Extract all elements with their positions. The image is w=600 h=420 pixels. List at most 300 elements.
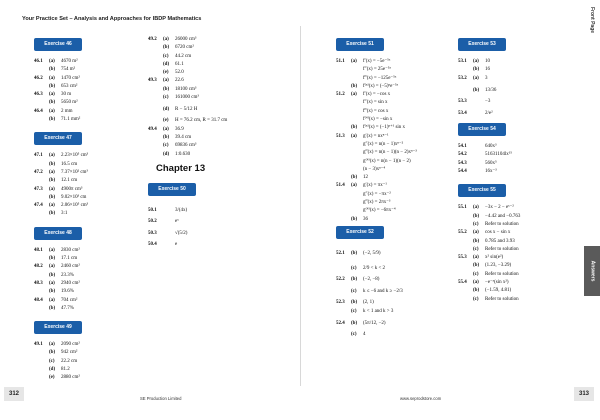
front-page-tab[interactable] bbox=[584, 0, 600, 40]
answer-row bbox=[34, 91, 144, 99]
answer-value: 2090 cm² bbox=[61, 342, 80, 348]
answer-row bbox=[34, 58, 144, 66]
answer-row bbox=[34, 99, 144, 107]
answer-row bbox=[34, 66, 144, 74]
question-number: 53.1 bbox=[458, 59, 467, 64]
question-number: 54.2 bbox=[458, 152, 467, 158]
answer-row bbox=[336, 108, 448, 116]
answer-value: f′(x) = −5e⁻⁵ˣ bbox=[363, 59, 391, 64]
answer-column-2 bbox=[148, 36, 260, 249]
part-label: (b) bbox=[351, 175, 358, 181]
answer-value: 16x⁻³ bbox=[485, 169, 497, 175]
answer-value: 61.1 bbox=[175, 61, 184, 67]
question-number: 51.2 bbox=[336, 92, 345, 98]
answer-value: k < 1 and k > 3 bbox=[363, 308, 394, 314]
question-number: 47.2 bbox=[34, 169, 43, 175]
answer-value: g⁽⁴⁾(x) = −6πx⁻⁴ bbox=[363, 208, 396, 214]
part-label: (b) bbox=[473, 288, 480, 294]
answer-column-1 bbox=[34, 36, 144, 383]
answer-row bbox=[34, 202, 144, 210]
exercise-heading: Exercise 52 bbox=[336, 226, 384, 239]
answer-row bbox=[336, 158, 448, 166]
question-number: 49.3 bbox=[148, 78, 157, 84]
part-label: (d) bbox=[163, 151, 170, 157]
answer-row bbox=[34, 272, 144, 280]
answer-value: 2/9 < k < 2 bbox=[363, 265, 386, 271]
part-label: (a) bbox=[49, 108, 55, 114]
answer-value: 44.2 cm bbox=[175, 53, 192, 59]
answer-row bbox=[458, 296, 570, 304]
exercise-heading: Exercise 46 bbox=[34, 38, 82, 51]
answer-row bbox=[148, 117, 260, 125]
answer-row bbox=[148, 218, 260, 226]
question-number: 53.4 bbox=[458, 111, 467, 117]
answer-row bbox=[336, 133, 448, 141]
answer-row bbox=[34, 288, 144, 296]
answer-value: −e⁻ˣ(sin x²) bbox=[485, 280, 509, 286]
answer-row bbox=[34, 305, 144, 313]
answer-row bbox=[34, 186, 144, 194]
question-number: 53.3 bbox=[458, 98, 467, 104]
part-label: (a) bbox=[49, 169, 55, 175]
answer-row bbox=[336, 216, 448, 224]
part-label: (a) bbox=[163, 126, 169, 132]
part-label: (b) bbox=[49, 211, 56, 217]
answer-row bbox=[336, 246, 448, 261]
answer-row bbox=[336, 91, 448, 99]
part-label: (c) bbox=[163, 53, 169, 59]
answer-value: 754 m² bbox=[61, 67, 76, 73]
answer-row bbox=[458, 229, 570, 237]
answer-value: (1.23, −3.29) bbox=[485, 263, 512, 269]
answer-value: 2940 cm² bbox=[61, 280, 80, 286]
exercise-heading: Exercise 48 bbox=[34, 227, 82, 240]
question-number: 55.4 bbox=[458, 280, 467, 286]
answer-value: 0.785 and 3.93 bbox=[485, 238, 515, 244]
part-label: (a) bbox=[49, 203, 55, 209]
answer-row bbox=[34, 83, 144, 91]
answer-row bbox=[458, 83, 570, 98]
answer-row bbox=[148, 44, 260, 52]
answer-value: 2.06×10⁵ cm³ bbox=[61, 203, 89, 209]
answer-value: cos x − sin x bbox=[485, 230, 511, 236]
part-label: (c) bbox=[351, 308, 357, 314]
question-number: 52.4 bbox=[336, 320, 345, 326]
answer-row bbox=[336, 174, 448, 182]
answer-row bbox=[458, 151, 570, 159]
part-label: (e) bbox=[163, 70, 169, 76]
answer-value: −3x − 2 − eˣ⁻² bbox=[485, 205, 514, 211]
answer-row bbox=[458, 160, 570, 168]
question-number: 52.2 bbox=[336, 276, 345, 282]
answer-value: 1470 cm² bbox=[61, 75, 80, 81]
answer-row bbox=[336, 316, 448, 331]
answer-value: 13/36 bbox=[485, 87, 497, 93]
part-label: (b) bbox=[49, 178, 56, 184]
answer-row bbox=[148, 203, 260, 218]
answer-value: 2830 cm² bbox=[61, 247, 80, 253]
answer-row bbox=[148, 142, 260, 150]
answer-value: g‴(x) = n(n − 1)(n − 2)xⁿ⁻³ bbox=[363, 150, 417, 156]
answer-value: 12 bbox=[363, 175, 368, 181]
part-label: (c) bbox=[49, 358, 55, 364]
answer-row bbox=[336, 124, 448, 132]
question-number: 46.2 bbox=[34, 75, 43, 81]
answer-row bbox=[458, 98, 570, 106]
answer-row bbox=[148, 226, 260, 241]
part-label: (a) bbox=[473, 75, 479, 81]
part-label: (a) bbox=[473, 205, 479, 211]
answer-value: 3 bbox=[485, 75, 488, 81]
exercise-heading: Exercise 54 bbox=[458, 123, 506, 136]
question-number: 46.1 bbox=[34, 59, 43, 64]
part-label: (a) bbox=[49, 280, 55, 286]
exercise-heading: Exercise 49 bbox=[34, 321, 82, 334]
part-label: (b) bbox=[351, 216, 358, 222]
answer-row bbox=[148, 134, 260, 142]
answer-value: 17.1 cm bbox=[61, 256, 78, 262]
part-label: (b) bbox=[163, 86, 170, 92]
left-page-number: 312 bbox=[4, 387, 24, 401]
question-number: 48.1 bbox=[34, 247, 43, 253]
question-number: 51.3 bbox=[336, 133, 345, 139]
answer-value: (5π/12, −2) bbox=[363, 320, 386, 326]
answer-row bbox=[148, 241, 260, 249]
answer-column-3 bbox=[336, 36, 448, 339]
answer-row bbox=[336, 75, 448, 83]
answer-value: 71.1 mm² bbox=[61, 117, 81, 123]
answer-value: f⁽ⁿ⁾(x) = (−5)ⁿe⁻⁵ˣ bbox=[363, 83, 399, 89]
answer-row bbox=[458, 106, 570, 121]
part-label: (c) bbox=[473, 221, 479, 227]
publisher-text: SE Production Limited bbox=[140, 396, 182, 401]
answer-row bbox=[34, 152, 144, 160]
answer-value: 2/e² bbox=[485, 111, 493, 117]
answer-row bbox=[34, 366, 144, 374]
part-label: (a) bbox=[49, 75, 55, 81]
part-label: (e) bbox=[49, 375, 55, 381]
question-number: 48.2 bbox=[34, 264, 43, 270]
part-label: (b) bbox=[473, 87, 480, 93]
answer-value: 81.2 bbox=[61, 367, 70, 373]
answers-tab[interactable] bbox=[584, 246, 600, 296]
answer-column-4 bbox=[458, 36, 570, 304]
answer-row bbox=[34, 341, 144, 349]
answer-row bbox=[336, 261, 448, 276]
answer-value: 18100 cm³ bbox=[175, 86, 197, 92]
part-label: (b) bbox=[49, 289, 56, 295]
answer-row bbox=[336, 182, 448, 190]
answer-value: 9.02×10³ cm bbox=[61, 194, 87, 200]
answer-value: 39.4 cm bbox=[175, 134, 192, 140]
answer-row bbox=[336, 207, 448, 215]
question-number: 51.4 bbox=[336, 183, 345, 189]
part-label: (a) bbox=[351, 183, 357, 189]
answer-row bbox=[458, 287, 570, 295]
answer-row bbox=[148, 86, 260, 94]
part-label: (a) bbox=[49, 59, 55, 64]
question-number: 47.3 bbox=[34, 186, 43, 192]
answer-value: g‴(x) = 2πx⁻³ bbox=[363, 200, 391, 206]
answer-row bbox=[148, 36, 260, 44]
answer-row bbox=[458, 279, 570, 287]
part-label: (a) bbox=[473, 280, 479, 286]
part-label: (b) bbox=[351, 300, 358, 306]
answer-row bbox=[458, 221, 570, 229]
answer-row bbox=[34, 358, 144, 366]
spacer bbox=[34, 124, 144, 130]
answer-value: 22.2 cm bbox=[61, 358, 78, 364]
answer-row bbox=[336, 99, 448, 107]
answer-value: (−1.59, 4.81) bbox=[485, 288, 512, 294]
part-label: (a) bbox=[473, 230, 479, 236]
part-label: (b) bbox=[49, 100, 56, 106]
question-number: 54.1 bbox=[458, 144, 467, 150]
answer-value: f′(x) = −cos x bbox=[363, 92, 391, 98]
part-label: (b) bbox=[473, 213, 480, 219]
answer-value: R − 5/12 H bbox=[175, 107, 198, 113]
answer-value: 161000 cm³ bbox=[175, 95, 199, 101]
answer-row bbox=[458, 238, 570, 246]
part-label: (d) bbox=[163, 107, 170, 113]
question-number: 52.3 bbox=[336, 300, 345, 306]
part-label: (b) bbox=[163, 45, 170, 51]
answer-value: 7.37×10² cm³ bbox=[61, 169, 88, 175]
part-label: (a) bbox=[351, 59, 357, 64]
part-label: (b) bbox=[49, 67, 56, 73]
question-number: 49.2 bbox=[148, 37, 157, 42]
answer-row bbox=[458, 262, 570, 270]
question-number: 55.3 bbox=[458, 255, 467, 261]
front-page-tab-label: Front Page bbox=[589, 6, 595, 34]
exercise-heading: Exercise 53 bbox=[458, 38, 506, 51]
question-number: 50.2 bbox=[148, 218, 157, 224]
answer-row bbox=[458, 246, 570, 254]
part-label: (b) bbox=[49, 305, 56, 311]
question-number: 50.1 bbox=[148, 207, 157, 213]
answer-value: 1:0.630 bbox=[175, 151, 191, 157]
part-label: (a) bbox=[163, 37, 169, 42]
answer-row bbox=[336, 83, 448, 91]
question-number: 53.2 bbox=[458, 75, 467, 81]
part-label: (a) bbox=[49, 92, 55, 98]
part-label: (c) bbox=[351, 331, 357, 337]
answer-row bbox=[148, 61, 260, 69]
answer-value: 653 cm² bbox=[61, 83, 78, 89]
answer-row bbox=[148, 102, 260, 117]
answer-value: 2.23×10⁵ cm³ bbox=[61, 153, 89, 159]
answer-value: 4900π cm³ bbox=[61, 186, 83, 192]
answer-row bbox=[148, 53, 260, 61]
answer-value: g′(x) = nxⁿ⁻¹ bbox=[363, 133, 389, 139]
question-number: 54.3 bbox=[458, 160, 467, 166]
answer-value: 23.3% bbox=[61, 272, 74, 278]
answer-value: 942 cm² bbox=[61, 350, 78, 356]
answer-row bbox=[34, 116, 144, 124]
answer-value: 22.6 bbox=[175, 78, 184, 84]
answer-value: Refer to solution bbox=[485, 271, 519, 277]
part-label: (a) bbox=[49, 297, 55, 303]
answer-value: 4670 m² bbox=[61, 59, 78, 64]
answer-value: 19.6% bbox=[61, 289, 74, 295]
spacer bbox=[34, 219, 144, 225]
part-label: (a) bbox=[49, 247, 55, 253]
question-number: 48.3 bbox=[34, 280, 43, 286]
question-number: 47.4 bbox=[34, 203, 43, 209]
part-label: (a) bbox=[351, 92, 357, 98]
question-number: 55.1 bbox=[458, 205, 467, 211]
answer-value: √(5/2) bbox=[175, 231, 188, 237]
question-number: 50.4 bbox=[148, 242, 157, 248]
exercise-heading: Exercise 55 bbox=[458, 184, 506, 197]
answer-value: 52.0 bbox=[175, 70, 184, 76]
answer-row bbox=[34, 161, 144, 169]
answer-row bbox=[34, 169, 144, 177]
question-number: 49.1 bbox=[34, 342, 43, 348]
answer-value: 16 bbox=[485, 67, 490, 73]
answer-row bbox=[336, 191, 448, 199]
spacer bbox=[34, 313, 144, 319]
part-label: (c) bbox=[163, 143, 169, 149]
answer-row bbox=[34, 210, 144, 218]
part-label: (b) bbox=[49, 194, 56, 200]
answer-value: 36 bbox=[363, 216, 368, 222]
answer-row bbox=[458, 254, 570, 262]
question-number: 49.4 bbox=[148, 126, 157, 132]
answer-row bbox=[336, 66, 448, 74]
answer-row bbox=[34, 280, 144, 288]
page-gutter bbox=[300, 26, 301, 386]
part-label: (b) bbox=[351, 83, 358, 89]
answer-row bbox=[34, 374, 144, 382]
part-label: (b) bbox=[49, 256, 56, 262]
answer-value: f‴(x) = −125e⁻⁵ˣ bbox=[363, 75, 397, 81]
question-number: 47.1 bbox=[34, 153, 43, 159]
answer-value: g″(x) = −πx⁻² bbox=[363, 191, 391, 197]
answer-row bbox=[336, 299, 448, 307]
answer-row bbox=[148, 69, 260, 77]
answer-row bbox=[148, 151, 260, 159]
question-number: 46.3 bbox=[34, 92, 43, 98]
answer-row bbox=[34, 297, 144, 305]
answer-row bbox=[458, 58, 570, 66]
answer-value: Refer to solution bbox=[485, 246, 519, 252]
answer-value: 30 m bbox=[61, 92, 72, 98]
answer-row bbox=[336, 276, 448, 284]
answer-value: 640x³ bbox=[485, 144, 497, 150]
part-label: (c) bbox=[473, 271, 479, 277]
answer-row bbox=[336, 284, 448, 299]
answer-value: (−2, 5/9) bbox=[363, 250, 381, 256]
answer-value: −3 bbox=[485, 98, 491, 104]
part-label: (b) bbox=[473, 263, 480, 269]
answer-value: x² sin(e²) bbox=[485, 255, 504, 261]
part-label: (c) bbox=[473, 246, 479, 252]
answer-value: −4.42 and −0.763 bbox=[485, 213, 521, 219]
question-number: 52.1 bbox=[336, 250, 345, 256]
answer-value: f⁽ⁿ⁾(x) = (−1)ⁿ⁺¹ sin x bbox=[363, 125, 406, 131]
spacer bbox=[458, 176, 570, 182]
answer-row bbox=[34, 247, 144, 255]
question-number: 55.2 bbox=[458, 230, 467, 236]
part-label: (e) bbox=[163, 118, 169, 124]
answer-row bbox=[34, 177, 144, 185]
part-label: (a) bbox=[351, 133, 357, 139]
answer-row bbox=[336, 149, 448, 157]
question-number: 46.4 bbox=[34, 108, 43, 114]
part-label: (b) bbox=[473, 67, 480, 73]
answer-value: 51631104lx¹⁵ bbox=[485, 152, 512, 158]
answer-value: 560x⁵ bbox=[485, 160, 497, 166]
question-number: 51.1 bbox=[336, 59, 345, 64]
answer-value: g″(x) = n(n − 1)xⁿ⁻² bbox=[363, 141, 404, 147]
part-label: (b) bbox=[49, 83, 56, 89]
answer-value: 10 bbox=[485, 59, 490, 64]
part-label: (b) bbox=[351, 250, 358, 256]
answer-row bbox=[336, 199, 448, 207]
part-label: (a) bbox=[49, 342, 55, 348]
answer-row bbox=[336, 331, 448, 339]
part-label: (a) bbox=[473, 255, 479, 261]
answer-row bbox=[34, 263, 144, 271]
answer-value: 2 mm bbox=[61, 108, 73, 114]
answer-row bbox=[458, 168, 570, 176]
answer-value: 6720 cm² bbox=[175, 45, 194, 51]
part-label: (a) bbox=[49, 186, 55, 192]
answer-value: 704 cm² bbox=[61, 297, 78, 303]
answer-value: 2460 cm² bbox=[61, 264, 80, 270]
part-label: (d) bbox=[163, 61, 170, 67]
part-label: (a) bbox=[49, 153, 55, 159]
answer-value: eˣ bbox=[175, 218, 179, 224]
answer-value: 3:1 bbox=[61, 211, 68, 217]
answer-value: 26000 cm³ bbox=[175, 37, 197, 42]
answer-value: 12.1 cm bbox=[61, 178, 78, 184]
part-label: (b) bbox=[473, 238, 480, 244]
answer-row bbox=[148, 77, 260, 85]
website-text: www.seprodstore.com bbox=[400, 396, 442, 401]
part-label: (d) bbox=[49, 367, 56, 373]
page-header-title: Your Practice Set – Analysis and Approaches for IBDP Mathematics bbox=[22, 16, 202, 22]
answer-value: e bbox=[175, 242, 178, 248]
part-label: (b) bbox=[49, 161, 56, 167]
answer-row bbox=[34, 108, 144, 116]
answer-row bbox=[458, 66, 570, 74]
exercise-heading: Exercise 50 bbox=[148, 183, 196, 196]
part-label: (c) bbox=[473, 296, 479, 302]
part-label: (b) bbox=[163, 134, 170, 140]
answer-value: f⁽⁴⁾(x) = −sin x bbox=[363, 117, 393, 123]
answer-row bbox=[336, 141, 448, 149]
answer-value: (−2, −8) bbox=[363, 276, 380, 282]
answer-row bbox=[336, 308, 448, 316]
answer-row bbox=[458, 271, 570, 279]
answer-value: 2880 cm² bbox=[61, 375, 80, 381]
part-label: (a) bbox=[473, 59, 479, 64]
part-label: (b) bbox=[49, 350, 56, 356]
answer-row bbox=[34, 75, 144, 83]
part-label: (a) bbox=[163, 78, 169, 84]
answer-value: 69836 cm³ bbox=[175, 143, 197, 149]
part-label: (b) bbox=[49, 272, 56, 278]
right-page-number: 313 bbox=[574, 387, 594, 401]
answer-value: (2, 1) bbox=[363, 300, 374, 306]
answer-row bbox=[336, 58, 448, 66]
answer-value: Refer to solution bbox=[485, 296, 519, 302]
answer-value: 47.7% bbox=[61, 305, 74, 311]
answer-value: g′(x) = πx⁻¹ bbox=[363, 183, 387, 189]
answers-tab-label: Answers bbox=[589, 260, 595, 282]
